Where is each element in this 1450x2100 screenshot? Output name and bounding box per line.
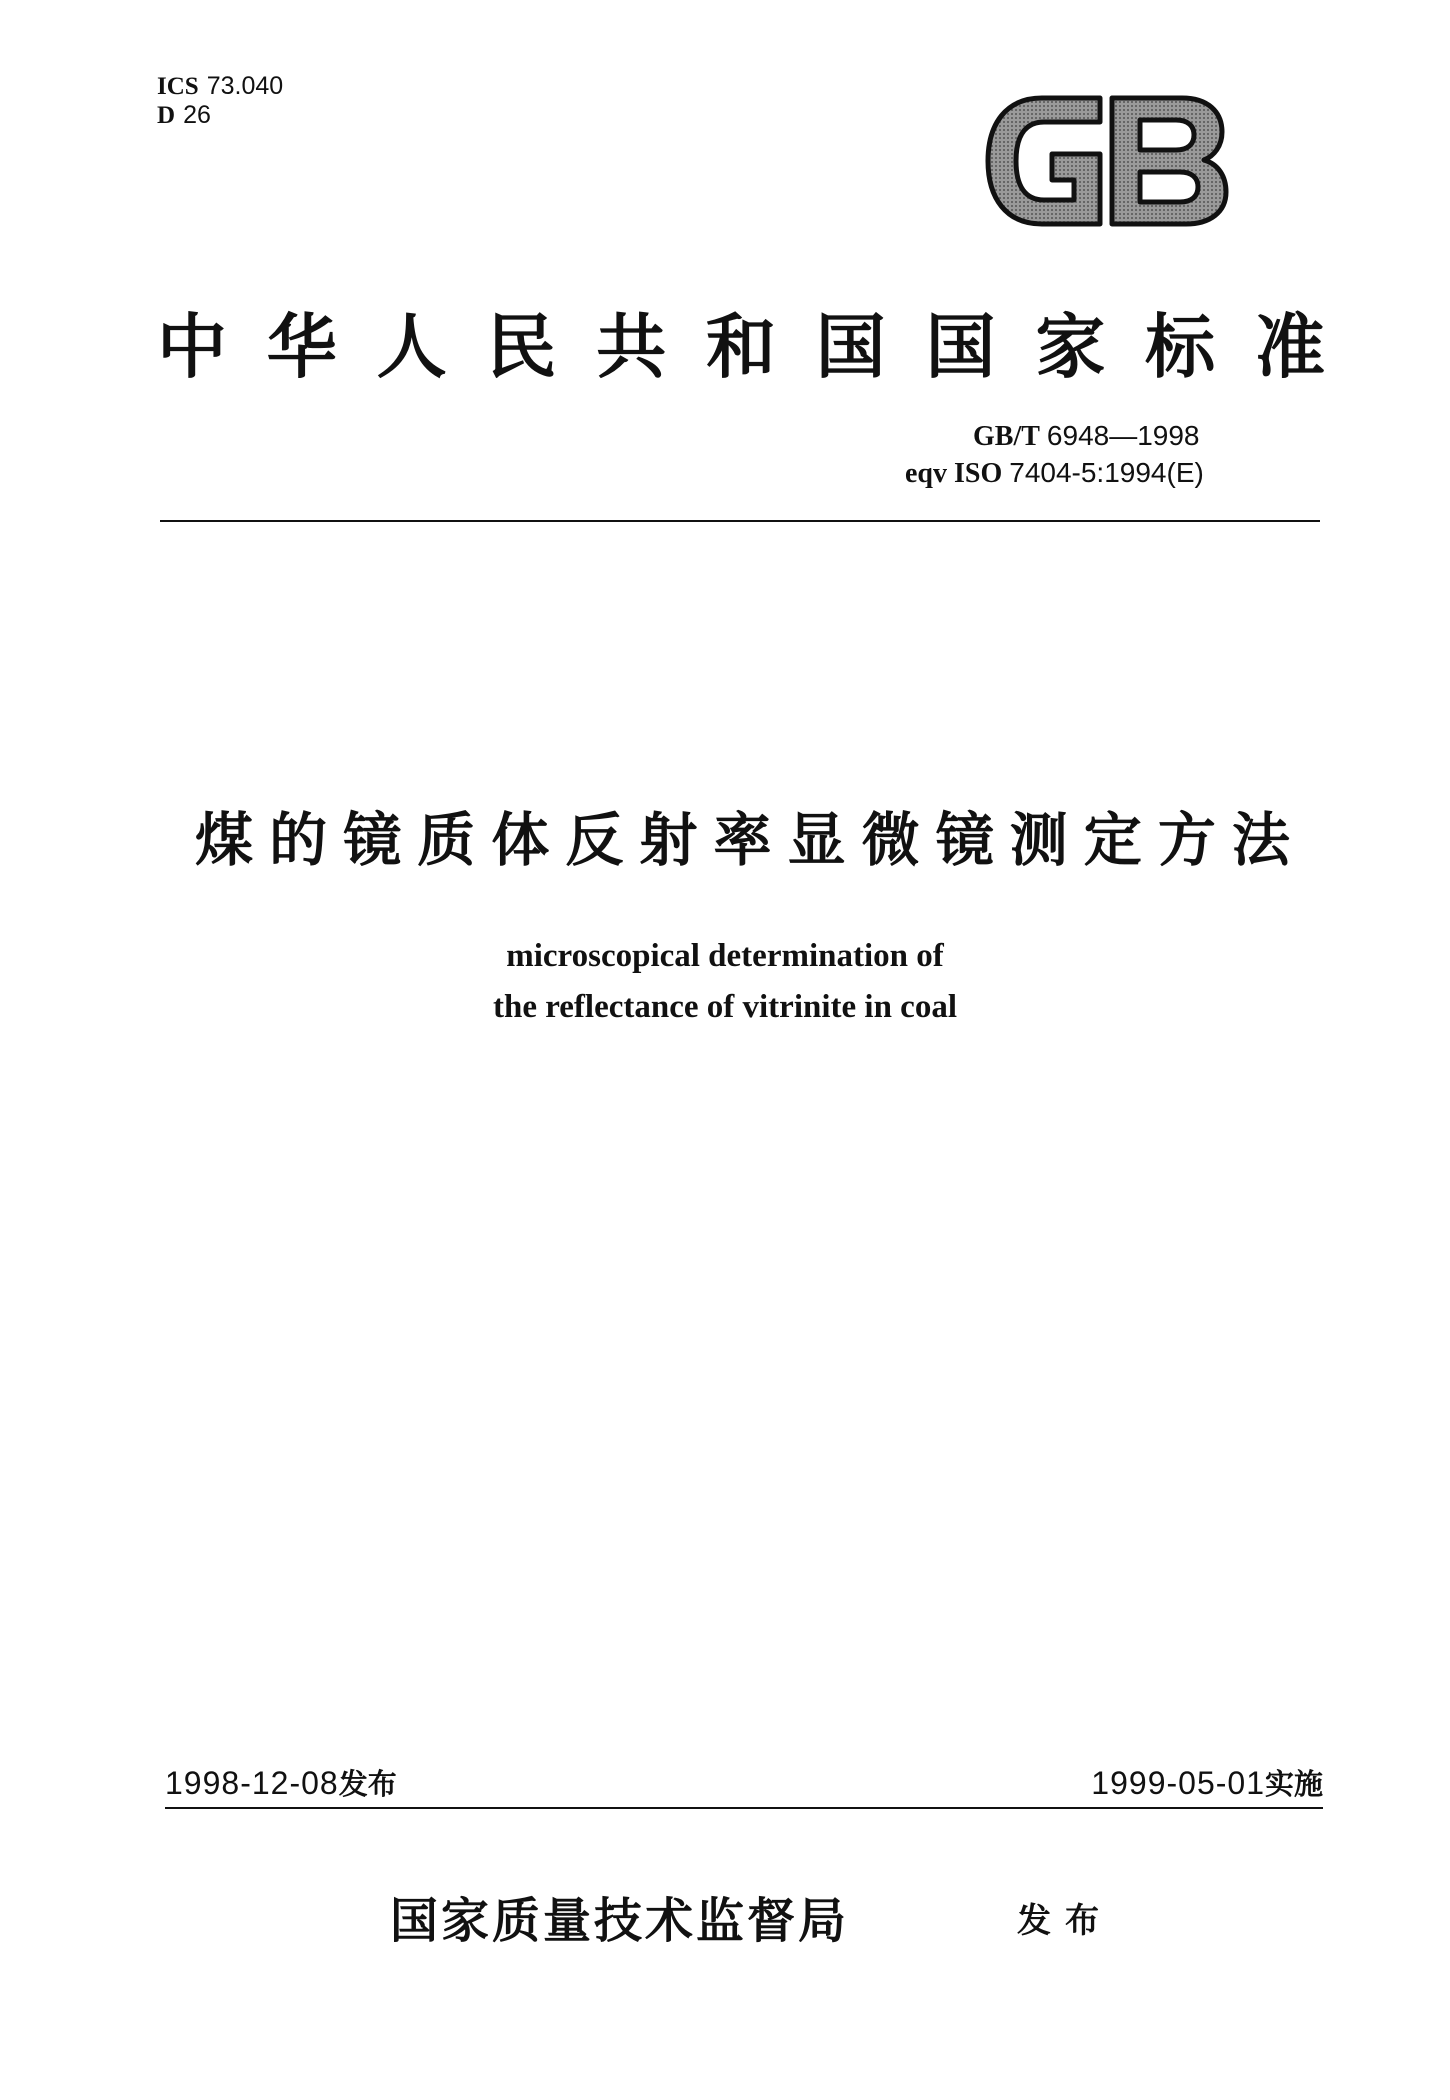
- chinese-title-char: 射: [639, 806, 698, 874]
- chinese-title: [195, 798, 1290, 872]
- effective-date: 1999-05-01: [1091, 1765, 1265, 1801]
- national-title-char: 国: [815, 304, 886, 388]
- ccs-code: [157, 101, 283, 130]
- chinese-title-char: 微: [861, 806, 920, 874]
- footer-divider: [165, 1807, 1323, 1809]
- national-title-char: 中: [157, 304, 227, 388]
- gb-logo-letter-g: [988, 98, 1100, 224]
- chinese-title-char: 测: [1009, 806, 1068, 874]
- ccs-value: 26: [183, 101, 211, 129]
- chinese-title-char: 方: [1157, 806, 1216, 874]
- ics-label: ICS: [157, 73, 199, 100]
- ccs-label: D: [157, 102, 176, 129]
- standard-number-prefix: GB/T: [973, 421, 1040, 452]
- national-title-char: 准: [1254, 304, 1325, 388]
- chinese-title-char: 反: [565, 806, 624, 874]
- issue-label: 发布: [338, 1767, 397, 1801]
- english-title-line-1: microscopical determination of: [506, 938, 944, 974]
- issuing-authority-suffix: 发布: [1017, 1901, 1113, 1941]
- classification-codes: [157, 72, 283, 130]
- standard-number-block: [905, 418, 1325, 492]
- effective-label: 实施: [1264, 1767, 1323, 1801]
- chinese-title-char: 率: [713, 806, 772, 874]
- chinese-title-char: 法: [1231, 806, 1290, 874]
- national-title-char: 标: [1145, 304, 1216, 388]
- ics-value: 73.040: [206, 72, 284, 100]
- chinese-title-char: 质: [417, 806, 476, 874]
- gb-logo-letter-b: [1112, 98, 1226, 224]
- ics-code: [157, 72, 283, 101]
- chinese-title-char: 镜: [343, 806, 402, 874]
- national-title-char: 家: [1035, 304, 1106, 388]
- equivalence-reference: [905, 455, 1325, 492]
- national-title-char: 民: [486, 304, 557, 388]
- chinese-title-char: 煤: [195, 806, 254, 874]
- english-title-line-2: the reflectance of vitrinite in coal: [493, 989, 957, 1025]
- equivalence-value: 7404-5:1994(E): [1009, 457, 1204, 488]
- national-title-char: 人: [376, 304, 447, 388]
- chinese-title-char: 体: [491, 806, 550, 874]
- gb-logo: [982, 92, 1232, 230]
- issue-date-group: [165, 1762, 397, 1803]
- national-title-char: 华: [266, 304, 337, 388]
- national-title-char: 国: [925, 304, 996, 388]
- chinese-title-char: 的: [269, 806, 328, 874]
- issuing-authority: 国家质量技术监督局: [390, 1893, 850, 1949]
- national-title-char: 和: [705, 304, 776, 388]
- national-title-char: 共: [596, 304, 667, 388]
- national-standard-title: [157, 296, 1325, 386]
- equivalence-prefix: eqv ISO: [905, 458, 1003, 489]
- issue-date: 1998-12-08: [165, 1765, 339, 1801]
- chinese-title-char: 定: [1083, 806, 1142, 874]
- chinese-title-char: 镜: [935, 806, 994, 874]
- chinese-title-char: 显: [787, 806, 846, 874]
- standard-number: [905, 418, 1325, 455]
- standard-number-value: 6948—1998: [1046, 420, 1200, 451]
- dates-row: [165, 1762, 1323, 1802]
- header-divider: [160, 520, 1320, 522]
- effective-date-group: [1091, 1762, 1323, 1803]
